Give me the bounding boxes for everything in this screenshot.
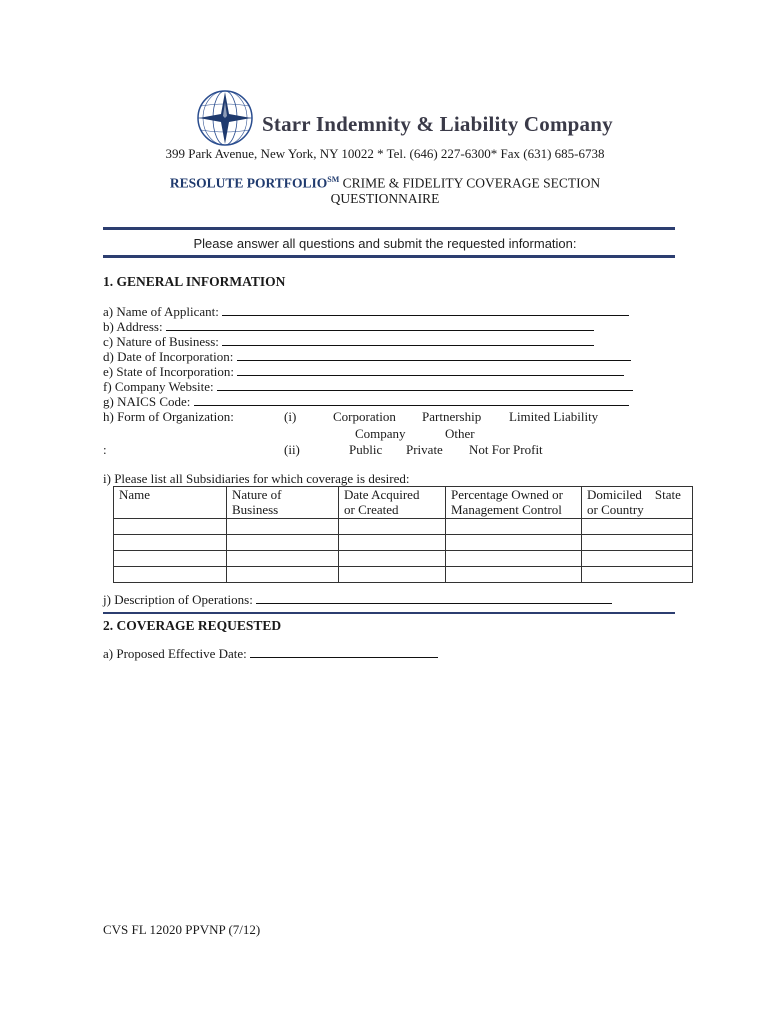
col-header-date [339, 487, 446, 519]
field-label: e) State of Incorporation: [103, 364, 235, 379]
option-limited-liability[interactable]: Limited Liability [509, 409, 599, 424]
company-website-input[interactable] [217, 379, 633, 391]
header-text: or Created [344, 502, 399, 517]
table-cell[interactable] [582, 519, 693, 535]
header-text: Nature of [232, 487, 282, 502]
date-of-incorporation-input[interactable] [237, 349, 631, 361]
field-date-of-incorporation [103, 349, 631, 365]
subsidiaries-table [113, 486, 693, 583]
table-cell[interactable] [227, 551, 339, 567]
field-company-website [103, 379, 633, 395]
header-text: Domiciled State [587, 487, 681, 502]
table-cell[interactable] [114, 535, 227, 551]
org-option-ii-label: (ii) [284, 442, 300, 457]
col-header-percentage [446, 487, 582, 519]
field-label: b) Address: [103, 319, 163, 334]
instructions: Please answer all questions and submit the requested information: [193, 236, 577, 251]
table-cell[interactable] [446, 519, 582, 535]
option-not-for-profit[interactable]: Not For Profit [469, 442, 543, 457]
option-partnership[interactable]: Partnership [422, 409, 482, 424]
table-cell[interactable] [446, 567, 582, 583]
table-cell[interactable] [227, 519, 339, 535]
col-header-name [114, 487, 227, 519]
top-rule [103, 227, 675, 230]
field-name-of-applicant [103, 304, 629, 320]
table-cell[interactable] [339, 535, 446, 551]
field-state-of-incorporation [103, 364, 624, 380]
table-cell[interactable] [582, 567, 693, 583]
section-2-rule [103, 612, 675, 614]
proposed-effective-date-input[interactable] [250, 646, 438, 658]
option-private[interactable]: Private [406, 442, 443, 457]
table-cell[interactable] [114, 519, 227, 535]
field-label: a) Name of Applicant: [103, 304, 219, 319]
title-rest: CRIME & FIDELITY COVERAGE SECTION [339, 175, 601, 191]
colon-mark: : [103, 442, 107, 457]
option-public[interactable]: Public [349, 442, 383, 457]
field-label: c) Nature of Business: [103, 334, 219, 349]
form-code-footer: CVS FL 12020 PPVNP (7/12) [103, 922, 261, 937]
description-of-operations-input[interactable] [256, 592, 612, 604]
table-cell[interactable] [339, 551, 446, 567]
form-subtitle: QUESTIONNAIRE [330, 191, 440, 206]
table-cell[interactable] [582, 535, 693, 551]
option-corporation[interactable]: Corporation [333, 409, 396, 424]
header-text: Name [119, 487, 151, 502]
col-header-domiciled [582, 487, 693, 519]
field-label: f) Company Website: [103, 379, 214, 394]
company-name: Starr Indemnity & Liability Company [262, 112, 613, 136]
col-header-nature [227, 487, 339, 519]
name-of-applicant-input[interactable] [222, 304, 629, 316]
option-company[interactable]: Company [355, 426, 406, 441]
subsidiaries-prompt: i) Please list all Subsidiaries for which coverage is desired: [103, 471, 410, 486]
field-proposed-effective-date [103, 646, 438, 662]
table-row [114, 535, 693, 551]
table-cell[interactable] [446, 551, 582, 567]
starr-globe-logo-icon [195, 88, 255, 148]
table-row [114, 551, 693, 567]
table-cell[interactable] [446, 535, 582, 551]
table-cell[interactable] [114, 551, 227, 567]
option-other[interactable]: Other [445, 426, 475, 441]
naics-code-input[interactable] [194, 394, 629, 406]
table-cell[interactable] [339, 567, 446, 583]
table-header-row [114, 487, 693, 519]
table-cell[interactable] [227, 535, 339, 551]
field-label: a) Proposed Effective Date: [103, 646, 247, 661]
field-nature-of-business [103, 334, 594, 350]
nature-of-business-input[interactable] [222, 334, 594, 346]
company-address: 399 Park Avenue, New York, NY 10022 * Tel. (646) 227-6300* Fax (631) 685-6738 [165, 146, 605, 161]
section-1-heading: 1. GENERAL INFORMATION [103, 274, 286, 289]
table-cell[interactable] [339, 519, 446, 535]
table-cell[interactable] [582, 551, 693, 567]
section-2-heading: 2. COVERAGE REQUESTED [103, 618, 282, 633]
field-label: j) Description of Operations: [103, 592, 253, 607]
address-input[interactable] [166, 319, 594, 331]
header-text: Percentage Owned or [451, 487, 563, 502]
field-form-of-organization: h) Form of Organization: [103, 409, 234, 424]
header-text: or Country [587, 502, 644, 517]
form-title [0, 175, 770, 192]
header-text: Business [232, 502, 279, 517]
field-naics-code [103, 394, 629, 410]
field-label: d) Date of Incorporation: [103, 349, 234, 364]
table-row [114, 567, 693, 583]
field-address [103, 319, 594, 335]
table-cell[interactable] [227, 567, 339, 583]
service-mark: SM [327, 175, 340, 184]
field-description-of-operations [103, 592, 612, 608]
table-row [114, 519, 693, 535]
org-option-i-label: (i) [284, 409, 297, 424]
instructions-rule [103, 255, 675, 258]
portfolio-name: RESOLUTE PORTFOLIO [169, 175, 328, 191]
table-cell[interactable] [114, 567, 227, 583]
header-text: Management Control [451, 502, 562, 517]
header-text: Date Acquired [344, 487, 420, 502]
state-of-incorporation-input[interactable] [237, 364, 624, 376]
field-label: g) NAICS Code: [103, 394, 191, 409]
